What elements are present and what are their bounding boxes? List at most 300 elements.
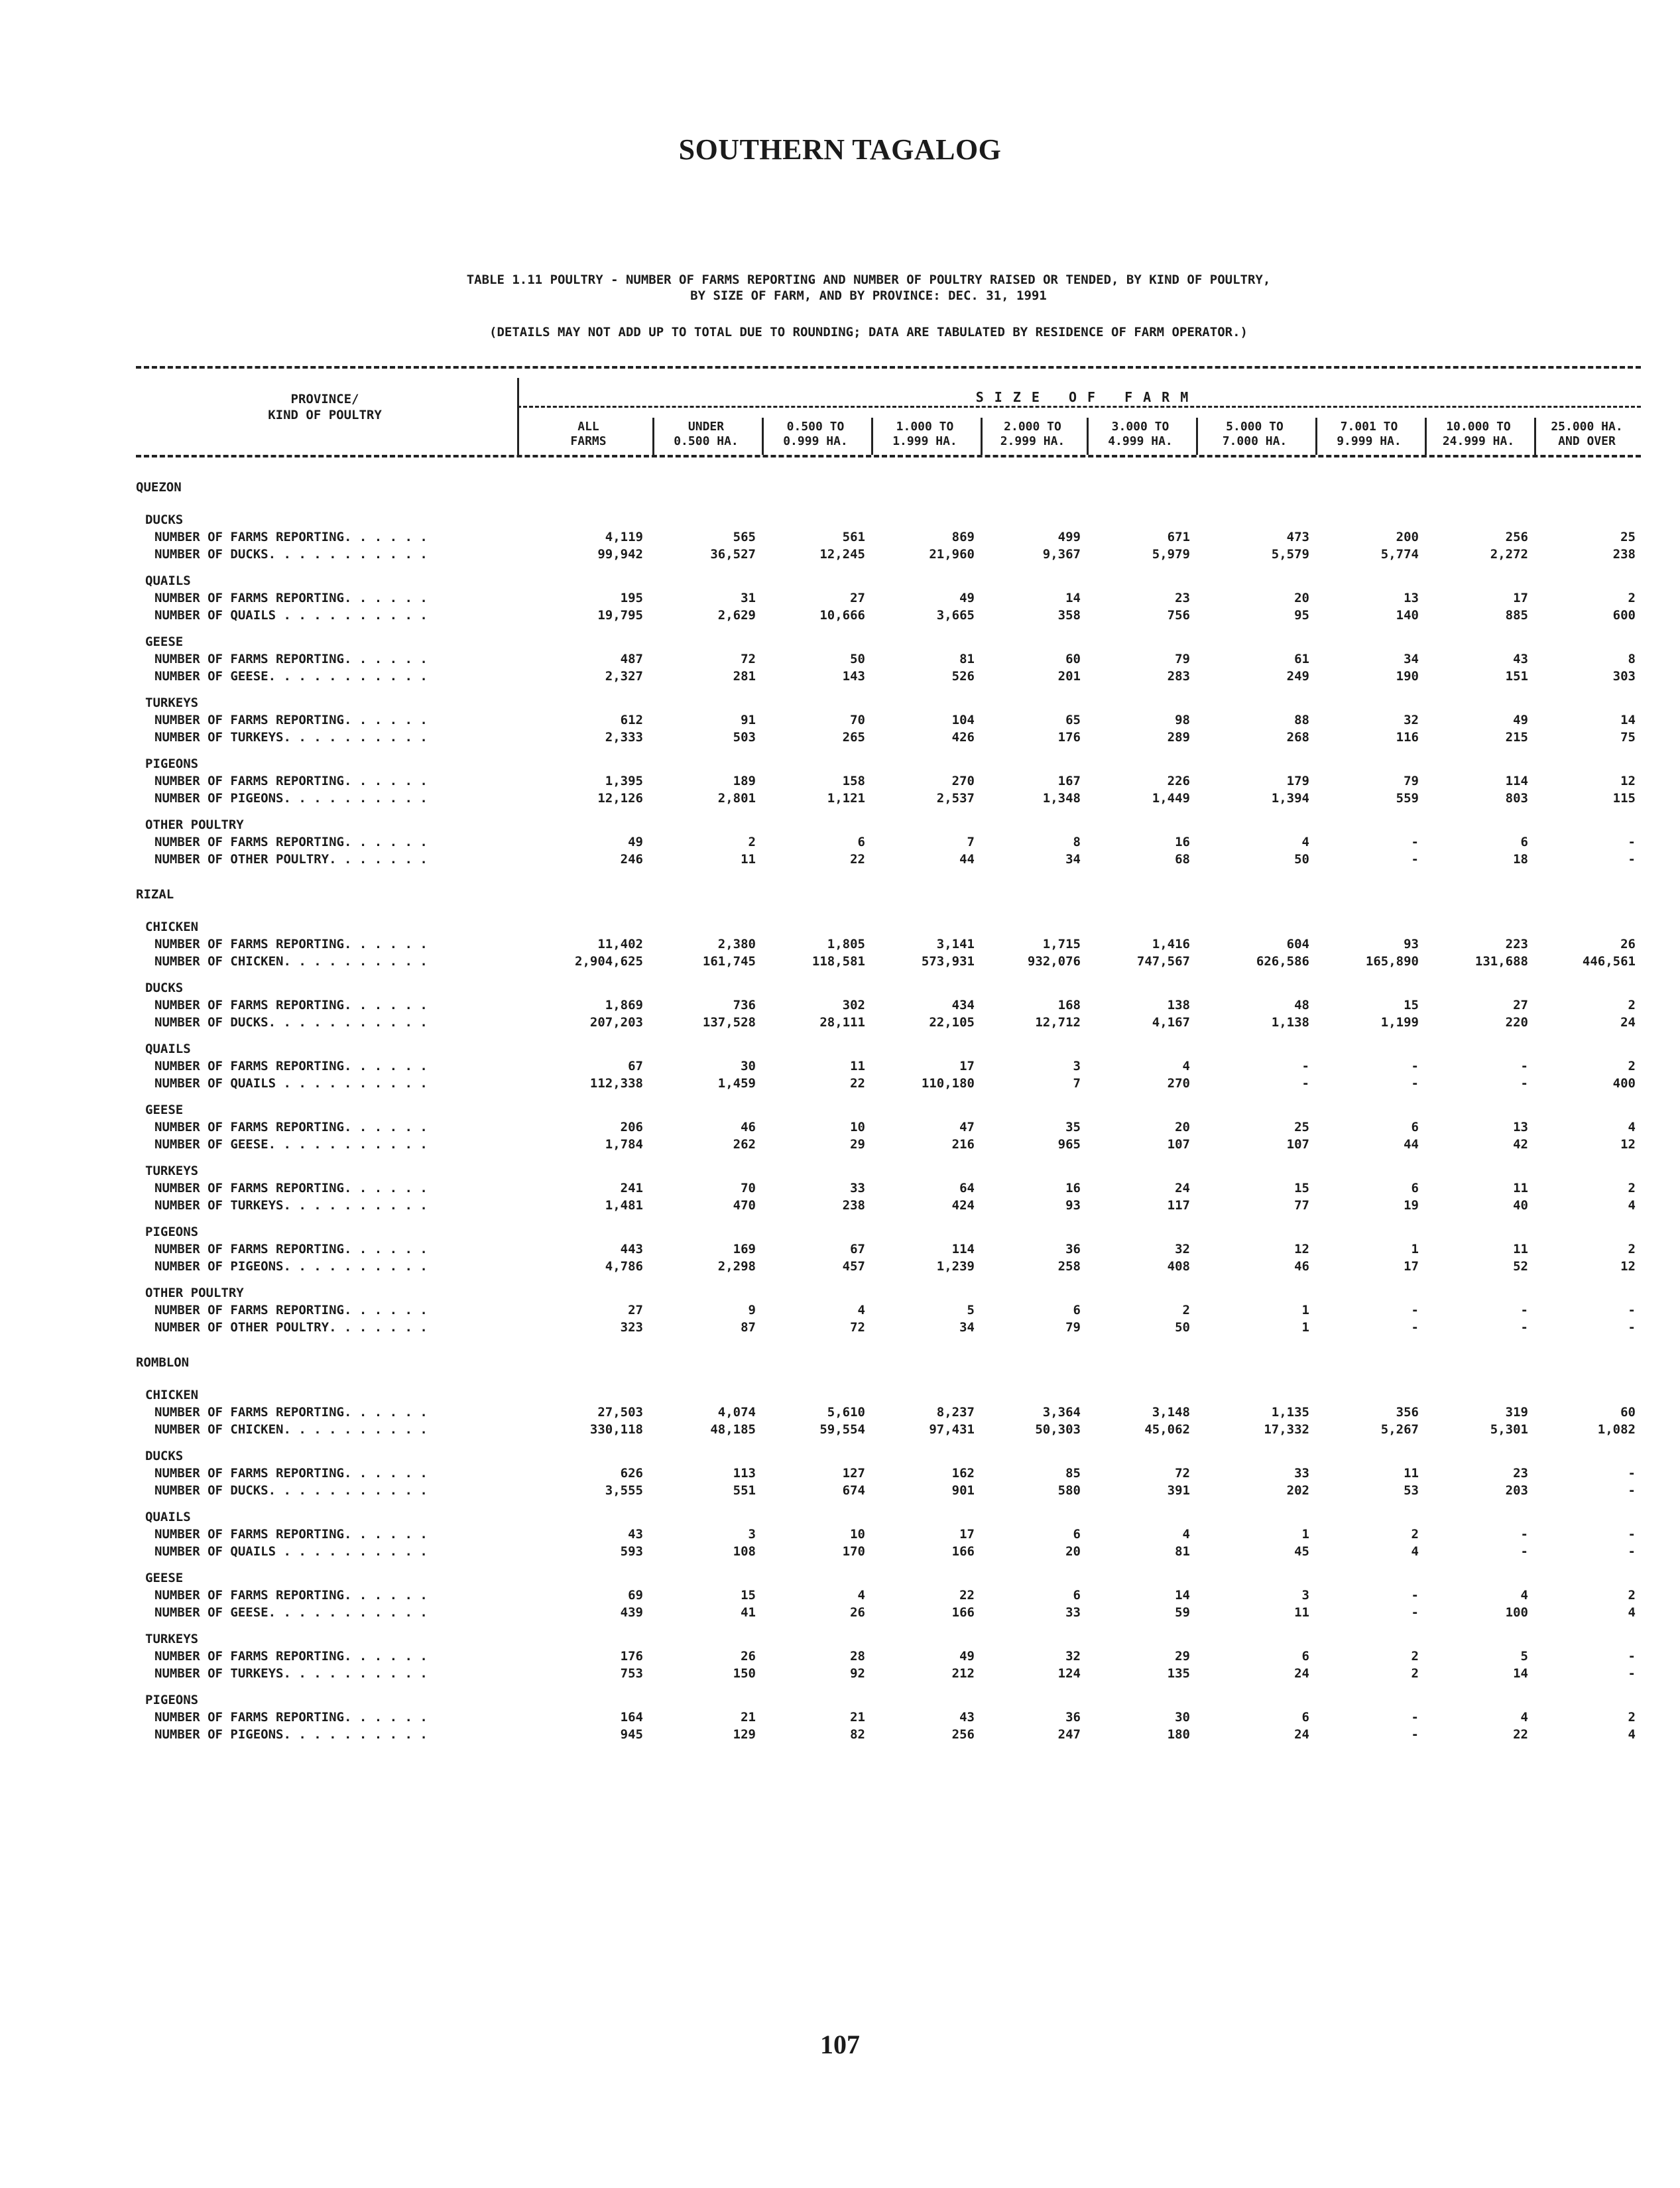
cell-value: 95 xyxy=(1294,608,1309,623)
caption-line-2: BY SIZE OF FARM, AND BY PROVINCE: DEC. 31, 1991 xyxy=(690,288,1047,303)
cell-value: 203 xyxy=(1505,1483,1528,1498)
cell-value: 612 xyxy=(620,713,643,727)
row-label: NUMBER OF FARMS REPORTING. . . . . . xyxy=(154,1120,428,1134)
cell-value: 21 xyxy=(850,1710,865,1725)
cell-value: 27 xyxy=(850,591,865,605)
table-body xyxy=(136,473,1641,1743)
cell-value: - xyxy=(1411,1076,1419,1091)
cell-value: 81 xyxy=(959,652,975,666)
row-label: NUMBER OF CHICKEN. . . . . . . . . . xyxy=(154,954,428,969)
province-heading: QUEZON xyxy=(136,480,182,495)
cell-value: 15 xyxy=(741,1588,756,1603)
cell-value: 869 xyxy=(951,530,975,544)
table-row xyxy=(136,1543,1641,1560)
cell-value: 124 xyxy=(1057,1666,1081,1681)
table-row xyxy=(136,1648,1641,1665)
cell-value: 161,745 xyxy=(702,954,756,969)
cell-value: 1,239 xyxy=(936,1259,975,1274)
province-heading: RIZAL xyxy=(136,887,174,902)
cell-value: 50,303 xyxy=(1035,1422,1081,1437)
page-header: SOUTHERN TAGALOG xyxy=(678,133,1002,166)
cell-value: 330,118 xyxy=(589,1422,643,1437)
cell-value: 5,610 xyxy=(827,1405,865,1420)
cell-value: 11,402 xyxy=(597,937,643,951)
cell-value: 49 xyxy=(1513,713,1528,727)
cell-value: 207,203 xyxy=(589,1015,643,1030)
cell-value: - xyxy=(1411,1588,1419,1603)
cell-value: 36 xyxy=(1065,1710,1081,1725)
cell-value: 127 xyxy=(842,1466,865,1481)
cell-value: 164 xyxy=(620,1710,643,1725)
cell-value: 33 xyxy=(1294,1466,1309,1481)
cell-value: 6 xyxy=(1073,1527,1081,1542)
cell-value: 34 xyxy=(959,1320,975,1335)
cell-value: 92 xyxy=(850,1666,865,1681)
column-header xyxy=(766,420,865,449)
cell-value: 114 xyxy=(1505,774,1528,788)
cell-value: 289 xyxy=(1167,730,1190,745)
cell-value: 143 xyxy=(842,669,865,684)
table-row xyxy=(136,936,1641,953)
cell-value: 14 xyxy=(1620,713,1636,727)
cell-value: 44 xyxy=(959,852,975,867)
cell-value: 626,586 xyxy=(1256,954,1309,969)
column-header-line-2: FARMS xyxy=(570,434,607,448)
cell-value: 48 xyxy=(1294,998,1309,1012)
column-header xyxy=(1200,420,1309,449)
cell-value: 756 xyxy=(1167,608,1190,623)
cell-value: 67 xyxy=(850,1242,865,1256)
table-row xyxy=(136,528,1641,546)
row-label: NUMBER OF GEESE. . . . . . . . . . . xyxy=(154,1137,428,1152)
cell-value: 116 xyxy=(1396,730,1419,745)
cell-value: 200 xyxy=(1396,530,1419,544)
cell-value: 6 xyxy=(857,835,865,849)
cell-value: 6 xyxy=(1411,1120,1419,1134)
cell-value: 2 xyxy=(1628,1242,1636,1256)
poultry-kind: OTHER POULTRY xyxy=(145,818,244,832)
column-header-line-1: 1.000 TO xyxy=(896,420,954,434)
cell-value: 559 xyxy=(1396,791,1419,806)
cell-value: 11 xyxy=(1294,1605,1309,1620)
cell-value: - xyxy=(1628,1527,1636,1542)
column-header-line-1: 3.000 TO xyxy=(1111,420,1170,434)
column-header xyxy=(1319,420,1419,449)
cell-value: 426 xyxy=(951,730,975,745)
cell-value: 24 xyxy=(1175,1181,1190,1195)
cell-value: 2,298 xyxy=(717,1259,756,1274)
row-label: NUMBER OF PIGEONS. . . . . . . . . . xyxy=(154,1259,428,1274)
cell-value: 28 xyxy=(850,1649,865,1664)
poultry-kind: GEESE xyxy=(145,1571,184,1585)
column-divider xyxy=(1087,418,1089,455)
cell-value: 2 xyxy=(1628,1710,1636,1725)
row-label: NUMBER OF DUCKS. . . . . . . . . . . xyxy=(154,1483,428,1498)
table-row xyxy=(136,1180,1641,1197)
cell-value: 4 xyxy=(1628,1605,1636,1620)
cell-value: 503 xyxy=(733,730,756,745)
table-row xyxy=(136,589,1641,607)
poultry-kind: GEESE xyxy=(145,635,184,649)
cell-value: - xyxy=(1411,1727,1419,1742)
table-row xyxy=(136,1302,1641,1319)
cell-value: 7 xyxy=(967,835,975,849)
cell-value: 99,942 xyxy=(597,547,643,562)
cell-value: 2,272 xyxy=(1490,547,1528,562)
cell-value: 70 xyxy=(741,1181,756,1195)
cell-value: 112,338 xyxy=(589,1076,643,1091)
cell-value: 3,665 xyxy=(936,608,975,623)
province-heading: ROMBLON xyxy=(136,1355,190,1370)
cell-value: 256 xyxy=(951,1727,975,1742)
caption-line-1: TABLE 1.11 POULTRY - NUMBER OF FARMS REPORTING AND NUMBER OF POULTRY RAISED OR TENDED, BY KIND OF POULTRY, xyxy=(466,273,1271,287)
row-label: NUMBER OF GEESE. . . . . . . . . . . xyxy=(154,669,428,684)
table-row xyxy=(136,1319,1641,1336)
cell-value: 736 xyxy=(733,998,756,1012)
row-label: NUMBER OF FARMS REPORTING. . . . . . xyxy=(154,998,428,1012)
cell-value: 443 xyxy=(620,1242,643,1256)
cell-value: 323 xyxy=(620,1320,643,1335)
cell-value: 87 xyxy=(741,1320,756,1335)
row-label: NUMBER OF FARMS REPORTING. . . . . . xyxy=(154,1405,428,1420)
cell-value: - xyxy=(1520,1076,1528,1091)
cell-value: 803 xyxy=(1505,791,1528,806)
cell-value: 223 xyxy=(1505,937,1528,951)
stub-header xyxy=(136,391,514,423)
cell-value: 4,119 xyxy=(605,530,643,544)
cell-value: 247 xyxy=(1057,1727,1081,1742)
cell-value: 5 xyxy=(1520,1649,1528,1664)
column-header-line-1: 2.000 TO xyxy=(1004,420,1061,434)
cell-value: 36 xyxy=(1065,1242,1081,1256)
cell-value: 11 xyxy=(1404,1466,1419,1481)
cell-value: 19,795 xyxy=(597,608,643,623)
cell-value: 17 xyxy=(959,1059,975,1073)
cell-value: 2,629 xyxy=(717,608,756,623)
cell-value: 131,688 xyxy=(1474,954,1528,969)
cell-value: 2 xyxy=(1628,1059,1636,1073)
cell-value: - xyxy=(1628,835,1636,849)
cell-value: 15 xyxy=(1294,1181,1309,1195)
poultry-kind: TURKEYS xyxy=(145,696,199,710)
column-header-line-1: UNDER xyxy=(688,420,725,434)
cell-value: 258 xyxy=(1057,1259,1081,1274)
table-row xyxy=(136,1709,1641,1726)
cell-value: 5,979 xyxy=(1152,547,1190,562)
cell-value: 12 xyxy=(1294,1242,1309,1256)
cell-value: 674 xyxy=(842,1483,865,1498)
row-label: NUMBER OF FARMS REPORTING. . . . . . xyxy=(154,652,428,666)
cell-value: 44 xyxy=(1404,1137,1419,1152)
cell-value: 1,416 xyxy=(1152,937,1190,951)
cell-value: 158 xyxy=(842,774,865,788)
cell-value: 72 xyxy=(850,1320,865,1335)
table-row xyxy=(136,790,1641,807)
cell-value: 573,931 xyxy=(921,954,975,969)
cell-value: 1 xyxy=(1301,1320,1309,1335)
cell-value: 526 xyxy=(951,669,975,684)
column-divider xyxy=(1425,418,1427,455)
row-label: NUMBER OF FARMS REPORTING. . . . . . xyxy=(154,591,428,605)
cell-value: 2 xyxy=(1411,1649,1419,1664)
cell-value: 42 xyxy=(1513,1137,1528,1152)
cell-value: 4 xyxy=(1182,1527,1190,1542)
cell-value: 14 xyxy=(1065,591,1081,605)
cell-value: 206 xyxy=(620,1120,643,1134)
cell-value: 2,327 xyxy=(605,669,643,684)
cell-value: 241 xyxy=(620,1181,643,1195)
size-of-farm-title: SIZE OF FARM xyxy=(975,389,1199,405)
cell-value: 12,245 xyxy=(819,547,865,562)
cell-value: 470 xyxy=(733,1198,756,1213)
table-row xyxy=(136,1258,1641,1275)
cell-value: 25 xyxy=(1620,530,1636,544)
cell-value: 13 xyxy=(1404,591,1419,605)
cell-value: - xyxy=(1628,1544,1636,1559)
cell-value: 238 xyxy=(1612,547,1636,562)
cell-value: 190 xyxy=(1396,669,1419,684)
cell-value: 2 xyxy=(1411,1666,1419,1681)
cell-value: 4 xyxy=(1628,1120,1636,1134)
cell-value: 216 xyxy=(951,1137,975,1152)
cell-value: 439 xyxy=(620,1605,643,1620)
cell-value: 487 xyxy=(620,652,643,666)
cell-value: 561 xyxy=(842,530,865,544)
table-row xyxy=(136,607,1641,624)
table-row xyxy=(136,1197,1641,1214)
cell-value: 169 xyxy=(733,1242,756,1256)
cell-value: 3,555 xyxy=(605,1483,643,1498)
cell-value: 108 xyxy=(733,1544,756,1559)
cell-value: 88 xyxy=(1294,713,1309,727)
cell-value: 3,141 xyxy=(936,937,975,951)
cell-value: 1,121 xyxy=(827,791,865,806)
cell-value: 195 xyxy=(620,591,643,605)
column-header-line-2: 0.500 HA. xyxy=(674,434,739,448)
cell-value: 753 xyxy=(620,1666,643,1681)
cell-value: 8,237 xyxy=(936,1405,975,1420)
header-underline xyxy=(136,455,1641,457)
column-header-line-1: 0.500 TO xyxy=(786,420,845,434)
cell-value: 885 xyxy=(1505,608,1528,623)
cell-value: - xyxy=(1301,1059,1309,1073)
cell-value: 238 xyxy=(842,1198,865,1213)
row-label: NUMBER OF PIGEONS. . . . . . . . . . xyxy=(154,1727,428,1742)
cell-value: 137,528 xyxy=(702,1015,756,1030)
cell-value: 91 xyxy=(741,713,756,727)
cell-value: 135 xyxy=(1167,1666,1190,1681)
table-row xyxy=(136,711,1641,729)
cell-value: 22 xyxy=(1513,1727,1528,1742)
cell-value: 13 xyxy=(1513,1120,1528,1134)
cell-value: 565 xyxy=(733,530,756,544)
cell-value: 53 xyxy=(1404,1483,1419,1498)
stub-header-line-2: KIND OF POULTRY xyxy=(268,408,382,422)
cell-value: 24 xyxy=(1620,1015,1636,1030)
cell-value: 201 xyxy=(1057,669,1081,684)
cell-value: 1,082 xyxy=(1597,1422,1636,1437)
cell-value: 358 xyxy=(1057,608,1081,623)
column-divider xyxy=(871,418,873,455)
table-row xyxy=(136,1604,1641,1621)
cell-value: 69 xyxy=(628,1588,643,1603)
row-label: NUMBER OF OTHER POULTRY. . . . . . . xyxy=(154,852,428,867)
stub-divider xyxy=(517,378,519,455)
cell-value: 104 xyxy=(951,713,975,727)
poultry-table xyxy=(136,361,1641,1743)
cell-value: 40 xyxy=(1513,1198,1528,1213)
cell-value: 2 xyxy=(1628,591,1636,605)
column-header xyxy=(875,420,975,449)
cell-value: 7 xyxy=(1073,1076,1081,1091)
column-header-line-1: 10.000 TO xyxy=(1446,420,1511,434)
cell-value: 32 xyxy=(1065,1649,1081,1664)
table-row xyxy=(136,1465,1641,1482)
poultry-kind: DUCKS xyxy=(145,981,184,995)
table-row xyxy=(136,546,1641,563)
column-header-line-2: 1.999 HA. xyxy=(892,434,957,448)
cell-value: 4 xyxy=(857,1588,865,1603)
cell-value: 600 xyxy=(1612,608,1636,623)
cell-value: 220 xyxy=(1505,1015,1528,1030)
cell-value: 79 xyxy=(1404,774,1419,788)
cell-value: 10,666 xyxy=(819,608,865,623)
column-divider xyxy=(1315,418,1317,455)
cell-value: 262 xyxy=(733,1137,756,1152)
cell-value: 23 xyxy=(1513,1466,1528,1481)
cell-value: 64 xyxy=(959,1181,975,1195)
column-divider xyxy=(981,418,983,455)
table-row xyxy=(136,1119,1641,1136)
cell-value: 4 xyxy=(1301,835,1309,849)
table-note: (DETAILS MAY NOT ADD UP TO TOTAL DUE TO ROUNDING; DATA ARE TABULATED BY RESIDENCE OF FARM OPERATOR.) xyxy=(489,325,1248,339)
poultry-kind: DUCKS xyxy=(145,513,184,527)
table-caption xyxy=(278,272,1459,304)
cell-value: 400 xyxy=(1612,1076,1636,1091)
cell-value: 5 xyxy=(967,1303,975,1317)
cell-value: - xyxy=(1628,852,1636,867)
column-header xyxy=(1538,420,1636,449)
cell-value: 35 xyxy=(1065,1120,1081,1134)
row-label: NUMBER OF FARMS REPORTING. . . . . . xyxy=(154,937,428,951)
row-label: NUMBER OF QUAILS . . . . . . . . . . xyxy=(154,608,428,623)
table-header xyxy=(136,361,1641,461)
cell-value: 3 xyxy=(1301,1588,1309,1603)
cell-value: 1,348 xyxy=(1042,791,1081,806)
cell-value: 1,395 xyxy=(605,774,643,788)
cell-value: - xyxy=(1411,1303,1419,1317)
poultry-kind: CHICKEN xyxy=(145,1388,199,1402)
cell-value: 22 xyxy=(850,852,865,867)
cell-value: 6 xyxy=(1073,1303,1081,1317)
cell-value: 6 xyxy=(1301,1649,1309,1664)
cell-value: 202 xyxy=(1286,1483,1309,1498)
cell-value: 65 xyxy=(1065,713,1081,727)
row-label: NUMBER OF PIGEONS. . . . . . . . . . xyxy=(154,791,428,806)
cell-value: 22 xyxy=(959,1588,975,1603)
cell-value: 8 xyxy=(1628,652,1636,666)
table-row xyxy=(136,851,1641,868)
column-header-line-1: ALL xyxy=(577,420,599,434)
cell-value: 226 xyxy=(1167,774,1190,788)
cell-value: 49 xyxy=(628,835,643,849)
cell-value: - xyxy=(1520,1059,1528,1073)
cell-value: - xyxy=(1520,1320,1528,1335)
row-label: NUMBER OF GEESE. . . . . . . . . . . xyxy=(154,1605,428,1620)
cell-value: 10 xyxy=(850,1527,865,1542)
cell-value: 4 xyxy=(1628,1198,1636,1213)
cell-value: 626 xyxy=(620,1466,643,1481)
cell-value: 249 xyxy=(1286,669,1309,684)
table-row xyxy=(136,1482,1641,1499)
table-row xyxy=(136,1726,1641,1743)
cell-value: 3 xyxy=(748,1527,756,1542)
row-label: NUMBER OF FARMS REPORTING. . . . . . xyxy=(154,713,428,727)
cell-value: 4 xyxy=(1182,1059,1190,1073)
cell-value: 319 xyxy=(1505,1405,1528,1420)
poultry-kind: TURKEYS xyxy=(145,1164,199,1178)
cell-value: 82 xyxy=(850,1727,865,1742)
cell-value: 11 xyxy=(1513,1181,1528,1195)
cell-value: 15 xyxy=(1404,998,1419,1012)
cell-value: 4 xyxy=(1628,1727,1636,1742)
poultry-kind: TURKEYS xyxy=(145,1632,199,1646)
cell-value: 24 xyxy=(1294,1666,1309,1681)
cell-value: 256 xyxy=(1505,530,1528,544)
table-row xyxy=(136,650,1641,668)
cell-value: 6 xyxy=(1073,1588,1081,1603)
cell-value: 60 xyxy=(1065,652,1081,666)
cell-value: - xyxy=(1411,1320,1419,1335)
cell-value: 1,869 xyxy=(605,998,643,1012)
column-header-line-2: 0.999 HA. xyxy=(783,434,848,448)
cell-value: 2,333 xyxy=(605,730,643,745)
cell-value: 26 xyxy=(1620,937,1636,951)
cell-value: 29 xyxy=(1175,1649,1190,1664)
cell-value: 17 xyxy=(959,1527,975,1542)
cell-value: 43 xyxy=(959,1710,975,1725)
cell-value: - xyxy=(1520,1527,1528,1542)
cell-value: 29 xyxy=(850,1137,865,1152)
cell-value: 85 xyxy=(1065,1466,1081,1481)
cell-value: 20 xyxy=(1175,1120,1190,1134)
cell-value: 72 xyxy=(741,652,756,666)
cell-value: 215 xyxy=(1505,730,1528,745)
cell-value: 2,537 xyxy=(936,791,975,806)
cell-value: 2 xyxy=(1411,1527,1419,1542)
cell-value: 5,267 xyxy=(1380,1422,1419,1437)
cell-value: 1,138 xyxy=(1271,1015,1309,1030)
poultry-kind: PIGEONS xyxy=(145,1225,199,1239)
cell-value: 283 xyxy=(1167,669,1190,684)
cell-value: 107 xyxy=(1167,1137,1190,1152)
cell-value: 1,805 xyxy=(827,937,865,951)
cell-value: 162 xyxy=(951,1466,975,1481)
cell-value: 604 xyxy=(1286,937,1309,951)
poultry-kind: DUCKS xyxy=(145,1449,184,1463)
cell-value: 1 xyxy=(1411,1242,1419,1256)
column-header-line-1: 5.000 TO xyxy=(1226,420,1284,434)
cell-value: 4 xyxy=(1520,1710,1528,1725)
cell-value: 12 xyxy=(1620,1137,1636,1152)
cell-value: 22 xyxy=(850,1076,865,1091)
cell-value: 77 xyxy=(1294,1198,1309,1213)
cell-value: 2 xyxy=(1628,1181,1636,1195)
cell-value: 52 xyxy=(1513,1259,1528,1274)
column-header xyxy=(534,420,643,449)
poultry-kind: QUAILS xyxy=(145,574,191,588)
column-header-line-1: 7.001 TO xyxy=(1340,420,1398,434)
